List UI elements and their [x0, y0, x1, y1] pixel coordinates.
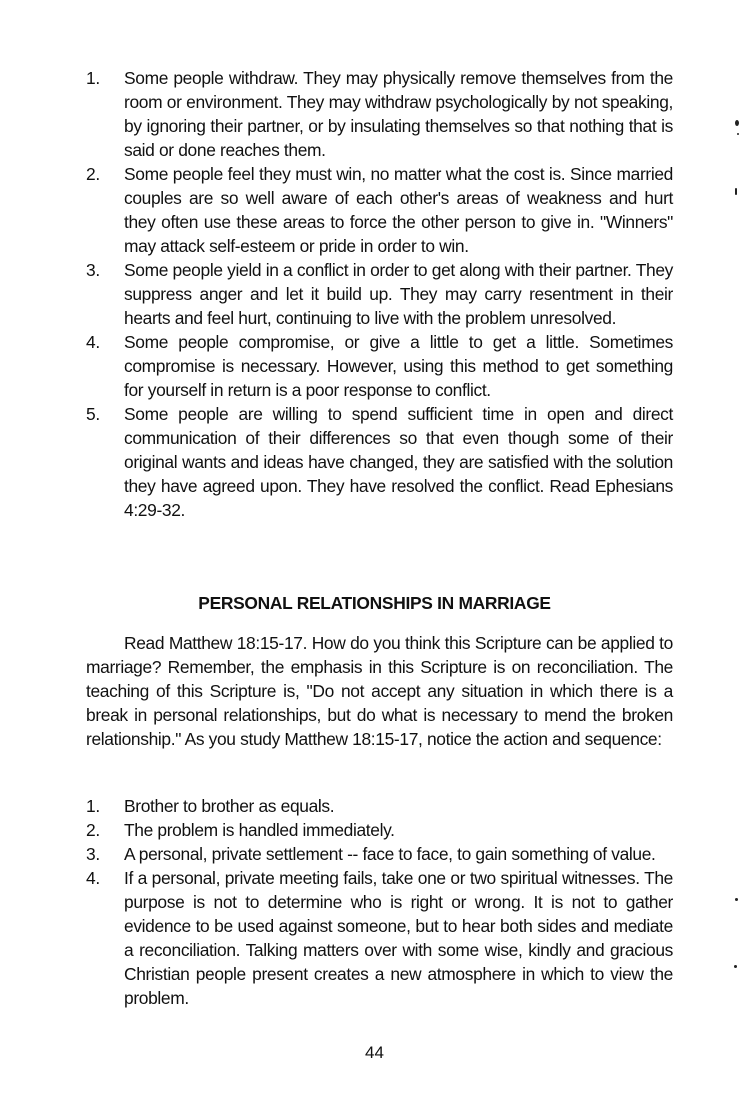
scan-speck	[735, 120, 739, 126]
list-item-number: 1.	[86, 68, 100, 88]
list-item	[86, 330, 673, 402]
list-item-text: Some people are willing to spend sufficient time in open and direct communication of their differences so that even though some of their original wants and ideas have changed, they are satisfied with the solution they have agreed upon. They have resolved the conflict. Read Ephesians 4:29-32.	[124, 404, 673, 520]
list-item	[86, 162, 673, 258]
list-item	[86, 794, 673, 818]
scan-speck	[735, 188, 737, 195]
list-item	[86, 402, 673, 522]
list-item-number: 2.	[86, 164, 100, 184]
list-item-number: 2.	[86, 820, 100, 840]
intro-paragraph: Read Matthew 18:15-17. How do you think this Scripture can be applied to marriage? Remember, the emphasis in this Scripture is on reconciliation. The teaching of this Scripture is, "Do not accept any situation in which there is a break in personal relationships, but do what is necessary to mend the broken relationship." As you study Matthew 18:15-17, notice the action and sequence:	[86, 633, 673, 749]
page-number: 44	[365, 1043, 384, 1062]
scan-speck	[737, 133, 739, 135]
list-item-text: Some people compromise, or give a little to get a little. Sometimes compromise is necessary. However, using this method to get something for yourself in return is a poor response to conflict.	[124, 332, 673, 400]
list-item-text: If a personal, private meeting fails, take one or two spiritual witnesses. The purpose is not to determine who is right or wrong. It is not to gather evidence to be used against someone, but to hear both sides and mediate a reconciliation. Talking matters over with some wise, kindly and gracious Christian people present creates a new atmosphere in which to view the problem.	[124, 868, 673, 1008]
scan-speck	[735, 898, 738, 901]
list-item	[86, 818, 673, 842]
scan-speck	[734, 965, 737, 968]
list-item-text: The problem is handled immediately.	[124, 820, 395, 840]
list-item	[86, 66, 673, 162]
list-item-number: 1.	[86, 796, 100, 816]
list-item-number: 5.	[86, 404, 100, 424]
list-item-number: 3.	[86, 844, 100, 864]
sequence-list	[86, 794, 673, 1010]
section-heading: PERSONAL RELATIONSHIPS IN MARRIAGE	[198, 593, 551, 613]
list-item	[86, 866, 673, 1010]
list-item-number: 4.	[86, 868, 100, 888]
conflict-responses-list	[86, 66, 673, 522]
list-item	[86, 258, 673, 330]
list-item-text: A personal, private settlement -- face to face, to gain something of value.	[124, 844, 656, 864]
list-item-text: Brother to brother as equals.	[124, 796, 335, 816]
list-item-number: 4.	[86, 332, 100, 352]
list-item-text: Some people withdraw. They may physically remove themselves from the room or environment. They may withdraw psychologically by not speaking, by ignoring their partner, or by insulating themselves so that nothing that is said or done reaches them.	[124, 68, 673, 160]
list-item-text: Some people yield in a conflict in order to get along with their partner. They suppress anger and let it build up. They may carry resentment in their hearts and feel hurt, continuing to live with the problem unresolved.	[124, 260, 673, 328]
list-item-text: Some people feel they must win, no matter what the cost is. Since married couples are so well aware of each other's areas of weakness and hurt they often use these areas to force the other person to give in. "Winners" may attack self-esteem or pride in order to win.	[124, 164, 673, 256]
list-item-number: 3.	[86, 260, 100, 280]
list-item	[86, 842, 673, 866]
